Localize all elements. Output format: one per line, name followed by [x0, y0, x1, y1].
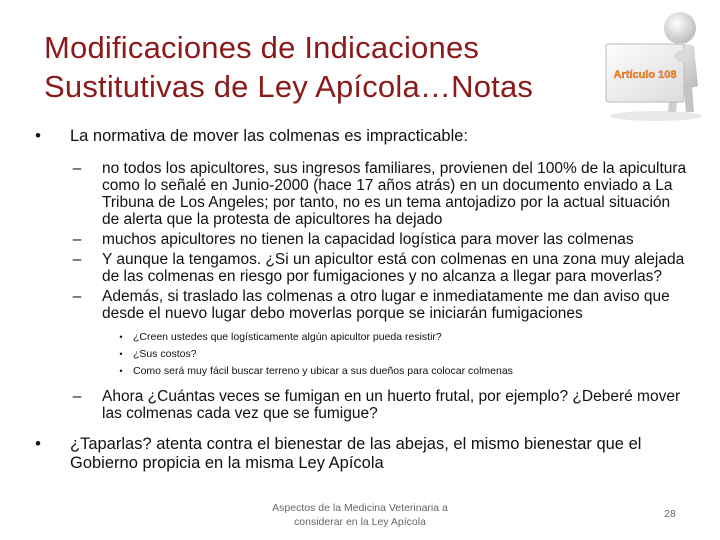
dash-marker: –	[72, 288, 82, 305]
sub-bullet-text: muchos apicultores no tienen la capacidad logística para mover las colmenas	[102, 231, 634, 248]
bullet-marker: •	[119, 349, 123, 359]
bullet-text: La normativa de mover las colmenas es impracticable:	[70, 127, 469, 145]
sub-bullet-item	[30, 231, 698, 248]
sub-bullet-text: no todos los apicultores, sus ingresos familiares, provienen del 100% de la apicultura como lo señalé en Junio-2000 (hace 17 años atrás) en un documento enviado a La Tribuna de Los Angeles; por tanto, no es un tema antojadizo por la actual situación de alerta que la protesta de apicultores ha dejado	[102, 160, 687, 228]
bullet-marker: •	[119, 332, 123, 342]
bullet-item	[30, 127, 698, 146]
dash-marker: –	[72, 388, 82, 405]
sub-bullet-text: Además, si traslado las colmenas a otro lugar e inmediatamente me dan aviso que desde el nuevo lugar debo moverlas porque se iniciarán fumigaciones	[102, 288, 670, 322]
slide-body	[30, 127, 698, 481]
sign-text: Artículo 108	[613, 69, 677, 81]
sub-bullet-item	[30, 288, 698, 322]
person-holding-sign-illustration	[596, 6, 714, 122]
sub-bullet-text: Y aunque la tengamos. ¿Si un apicultor está con colmenas en una zona muy alejada de las colmenas en riesgo por fumigaciones y no alcanza a llegar para moverlas?	[102, 251, 685, 285]
figure-head	[664, 12, 696, 44]
sub-sub-bullet-text: Como será muy fácil buscar terreno y ubicar a sus dueños para colocar colmenas	[133, 365, 513, 377]
dash-marker: –	[72, 160, 82, 177]
dash-marker: –	[72, 231, 82, 248]
sub-sub-bullet-item	[30, 365, 698, 378]
sub-bullet-item	[30, 160, 698, 228]
bullet-text: ¿Taparlas? atenta contra el bienestar de las abejas, el mismo bienestar que el Gobierno propicia en la misma Ley Apícola	[70, 435, 642, 472]
bullet-marker: •	[35, 435, 41, 453]
sub-sub-bullet-text: ¿Sus costos?	[133, 348, 197, 360]
title-line-1: Modificaciones de Indicaciones	[44, 30, 480, 65]
sub-sub-bullet-item	[30, 348, 698, 361]
dash-marker: –	[72, 251, 82, 268]
sub-bullet-text: Ahora ¿Cuántas veces se fumigan en un huerto frutal, por ejemplo? ¿Deberé mover las colmenas cada vez que se fumigue?	[102, 388, 681, 422]
footer-text: Aspectos de la Medicina Veterinaria a considerar en la Ley Apícola	[272, 502, 448, 528]
sub-sub-bullet-item	[30, 331, 698, 344]
slide-title	[44, 28, 584, 106]
title-line-2: Sustitutivas de Ley Apícola…Notas	[44, 69, 534, 104]
sub-bullet-item	[30, 388, 698, 422]
bullet-marker: •	[119, 366, 123, 376]
sub-sub-bullet-text: ¿Creen ustedes que logísticamente algún apicultor pueda resistir?	[133, 331, 442, 343]
bullet-marker: •	[35, 127, 41, 145]
bullet-item	[30, 435, 698, 473]
sub-bullet-item	[30, 251, 698, 285]
page-number: 28	[664, 508, 676, 520]
